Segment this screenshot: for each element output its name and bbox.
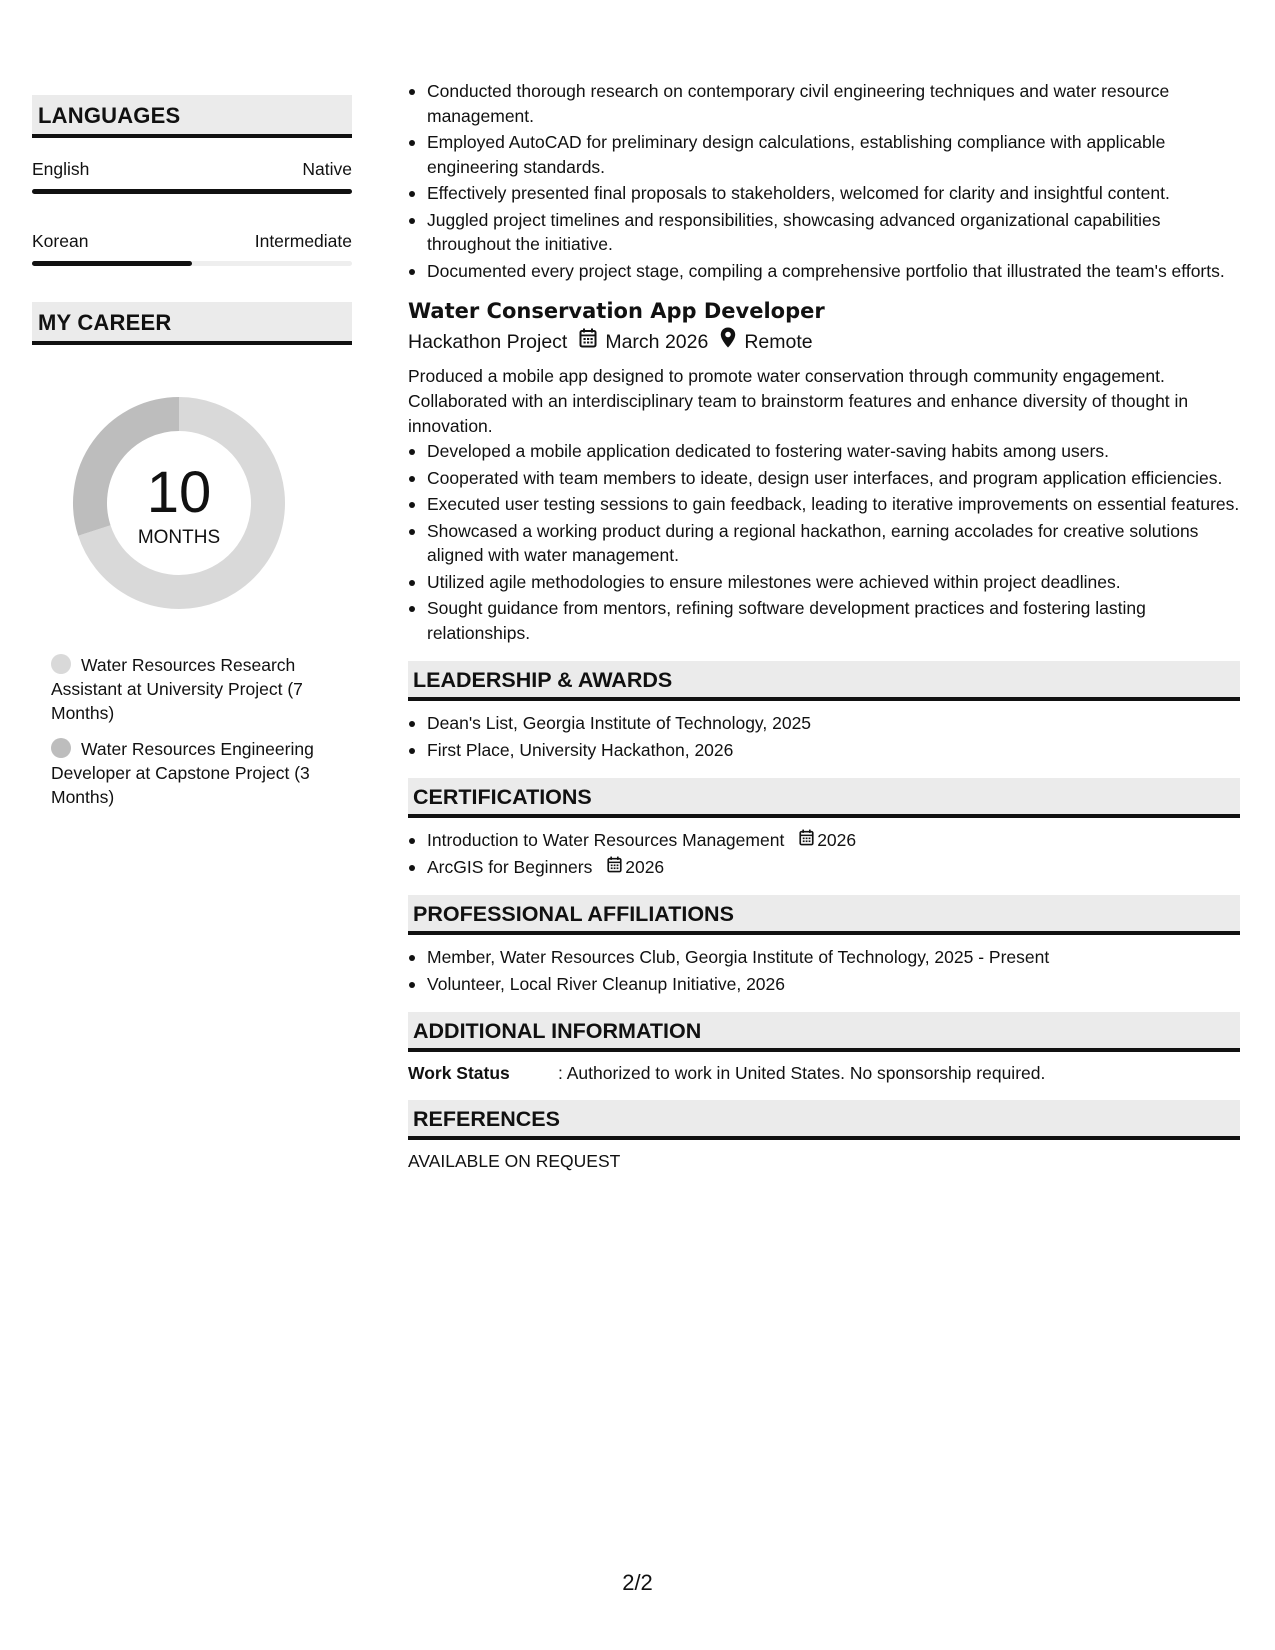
- career-legend-label: Water Resources Engineering Developer at Capstone Project (3 Months): [51, 739, 314, 807]
- affiliations-list: [408, 945, 1240, 996]
- certifications-heading: CERTIFICATIONS: [408, 778, 1240, 818]
- list-item: Showcased a working product during a regional hackathon, earning accolades for creative solutions aligned with water management.: [408, 519, 1240, 568]
- leadership-heading: LEADERSHIP & AWARDS: [408, 661, 1240, 701]
- certification-name: Introduction to Water Resources Management: [427, 830, 785, 850]
- previous-job-bullets: [408, 79, 1240, 283]
- list-item: Volunteer, Local River Cleanup Initiative, 2026: [408, 972, 1240, 997]
- list-item: [408, 855, 1240, 880]
- work-status-value: : Authorized to work in United States. No sponsorship required.: [558, 1063, 1046, 1083]
- certification-year: 2026: [625, 856, 665, 877]
- additional-info-heading: ADDITIONAL INFORMATION: [408, 1012, 1240, 1052]
- language-level: Intermediate: [254, 231, 352, 251]
- list-item: Dean's List, Georgia Institute of Technology, 2025: [408, 711, 1240, 736]
- list-item: Member, Water Resources Club, Georgia Institute of Technology, 2025 - Present: [408, 945, 1240, 970]
- list-item: Sought guidance from mentors, refining software development practices and fostering lasting relationships.: [408, 596, 1240, 645]
- main-content: [408, 79, 1240, 1172]
- job-location: Remote: [744, 330, 813, 353]
- language-proficiency-bar: [32, 261, 352, 266]
- language-proficiency-fill: [32, 261, 192, 266]
- job-meta: [408, 327, 1240, 356]
- references-heading: REFERENCES: [408, 1100, 1240, 1140]
- certification-name: ArcGIS for Beginners: [427, 856, 593, 877]
- legend-dot-icon: [51, 738, 71, 758]
- job-date: March 2026: [605, 330, 709, 353]
- affiliations-heading: PROFESSIONAL AFFILIATIONS: [408, 895, 1240, 935]
- list-item: Executed user testing sessions to gain feedback, leading to iterative improvements on essential features.: [408, 492, 1240, 517]
- career-legend-item: [51, 737, 321, 809]
- list-item: Conducted thorough research on contemporary civil engineering techniques and water resource management.: [408, 79, 1240, 128]
- certifications-list: [408, 828, 1240, 879]
- language-name: Korean: [32, 231, 89, 251]
- list-item: [408, 828, 1240, 853]
- list-item: Utilized agile methodologies to ensure milestones were achieved within project deadlines.: [408, 570, 1240, 595]
- language-proficiency-fill: [32, 189, 352, 194]
- job-description: Produced a mobile app designed to promote water conservation through community engagement. Collaborated with an interdisciplinary team to brainstorm features and enhance diversity of thought in innovation.: [408, 366, 1189, 436]
- career-heading: MY CAREER: [32, 302, 352, 345]
- career-legend-item: [51, 653, 321, 725]
- location-pin-icon: [720, 327, 736, 356]
- certification-year: 2026: [817, 830, 857, 850]
- work-status-label: Work Status: [408, 1063, 510, 1083]
- list-item: Juggled project timelines and responsibilities, showcasing advanced organizational capabilities throughout the initiative.: [408, 208, 1240, 257]
- calendar-icon: [607, 855, 625, 880]
- list-item: Effectively presented final proposals to stakeholders, welcomed for clarity and insightful content.: [408, 181, 1240, 206]
- calendar-icon: [799, 828, 817, 853]
- language-item: [32, 158, 352, 194]
- references-text: AVAILABLE ON REQUEST: [408, 1151, 621, 1171]
- languages-list: [32, 158, 352, 266]
- list-item: Documented every project stage, compiling a comprehensive portfolio that illustrated the team's efforts.: [408, 259, 1240, 284]
- job-bullets: [408, 439, 1240, 645]
- list-item: Developed a mobile application dedicated to fostering water-saving habits among users.: [408, 439, 1240, 464]
- work-status-row: [408, 1062, 1240, 1084]
- language-proficiency-bar: [32, 189, 352, 194]
- sidebar: [32, 95, 352, 821]
- languages-heading: LANGUAGES: [32, 95, 352, 138]
- career-legend-label: Water Resources Research Assistant at University Project (7 Months): [51, 655, 303, 723]
- career-donut-chart: [65, 389, 293, 617]
- list-item: Cooperated with team members to ideate, design user interfaces, and program application efficiencies.: [408, 466, 1240, 491]
- list-item: First Place, University Hackathon, 2026: [408, 738, 1240, 763]
- job-title: Water Conservation App Developer: [408, 299, 825, 323]
- calendar-icon: [579, 328, 597, 356]
- career-total: 10: [146, 460, 212, 525]
- page-number: 2/2: [622, 1570, 653, 1595]
- language-level: Native: [302, 159, 352, 179]
- leadership-list: [408, 711, 1240, 762]
- language-item: [32, 230, 352, 266]
- language-name: English: [32, 159, 90, 179]
- career-legend: [51, 653, 321, 809]
- job-organization: Hackathon Project: [408, 330, 568, 353]
- list-item: Employed AutoCAD for preliminary design calculations, establishing compliance with applicable engineering standards.: [408, 130, 1240, 179]
- career-unit: MONTHS: [137, 527, 221, 548]
- legend-dot-icon: [51, 654, 71, 674]
